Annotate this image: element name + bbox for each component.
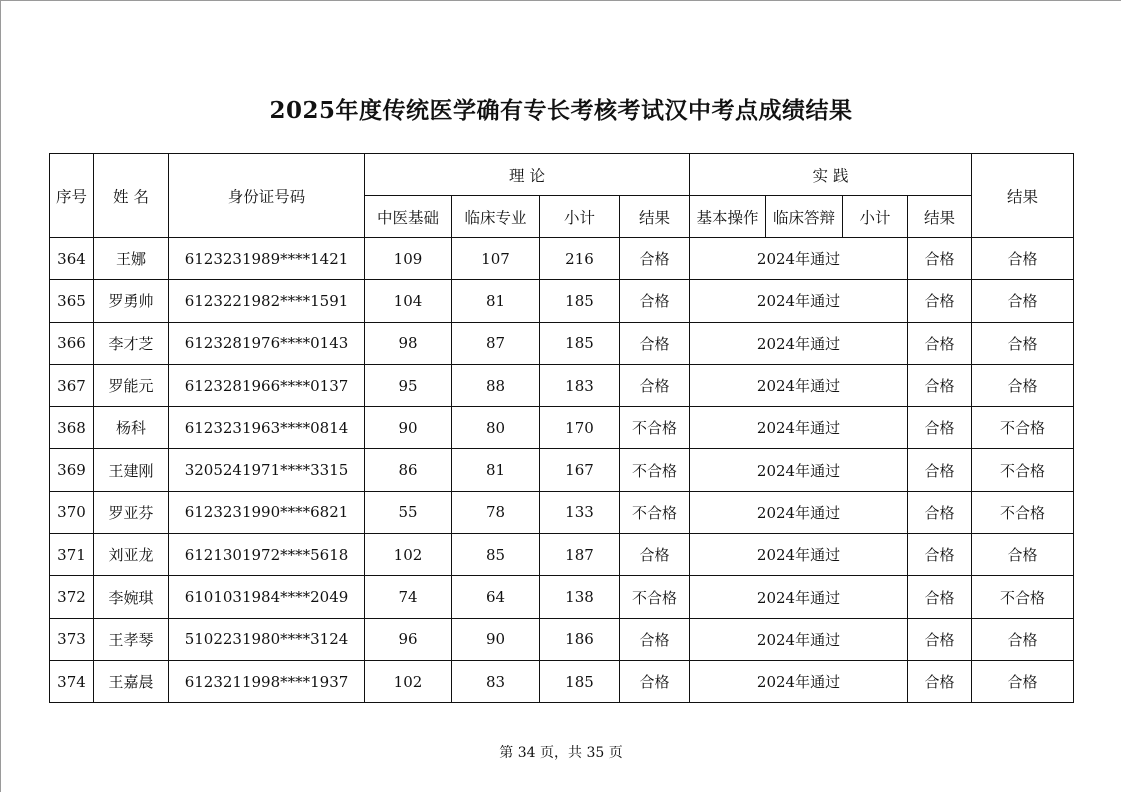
cell-name: 王孝琴 [94,618,169,660]
cell-tcm-basic-score: 102 [365,534,452,576]
cell-practice-note: 2024年通过 [690,407,908,449]
cell-practice-note: 2024年通过 [690,534,908,576]
cell-theory-subtotal: 170 [540,407,620,449]
page-title: 2025年度传统医学确有专长考核考试汉中考点成绩结果 [269,97,853,124]
cell-tcm-basic-score: 98 [365,322,452,364]
cell-clinical-score: 90 [452,618,540,660]
header-practice-subtotal: 小计 [843,196,908,238]
cell-clinical-score: 80 [452,407,540,449]
results-table [49,153,1074,703]
cell-practice-result: 合格 [908,238,972,280]
page-footer: 第 34 页，共 35 页 [499,745,623,761]
cell-final-result: 不合格 [972,407,1074,449]
cell-theory-subtotal: 138 [540,576,620,618]
header-theory-result: 结果 [620,196,690,238]
cell-name: 王娜 [94,238,169,280]
cell-id-number: 6123281966****0137 [169,364,365,406]
cell-id-number: 6123231989****1421 [169,238,365,280]
cell-id-number: 6123281976****0143 [169,322,365,364]
header-theory-subtotal: 小计 [540,196,620,238]
cell-practice-result: 合格 [908,280,972,322]
cell-theory-subtotal: 183 [540,364,620,406]
cell-practice-note: 2024年通过 [690,618,908,660]
cell-clinical-score: 85 [452,534,540,576]
cell-clinical-score: 83 [452,660,540,702]
cell-tcm-basic-score: 74 [365,576,452,618]
header-name: 姓 名 [94,154,169,238]
cell-theory-subtotal: 133 [540,491,620,533]
header-practice-operation: 基本操作 [690,196,766,238]
cell-final-result: 合格 [972,660,1074,702]
cell-theory-result: 不合格 [620,407,690,449]
cell-theory-subtotal: 185 [540,660,620,702]
cell-final-result: 合格 [972,280,1074,322]
cell-final-result: 不合格 [972,576,1074,618]
cell-practice-note: 2024年通过 [690,576,908,618]
cell-id-number: 6123211998****1937 [169,660,365,702]
header-practice-defense: 临床答辩 [766,196,843,238]
cell-clinical-score: 78 [452,491,540,533]
cell-clinical-score: 88 [452,364,540,406]
cell-tcm-basic-score: 104 [365,280,452,322]
cell-theory-subtotal: 167 [540,449,620,491]
cell-seq: 369 [50,449,94,491]
cell-practice-result: 合格 [908,660,972,702]
cell-id-number: 6101031984****2049 [169,576,365,618]
cell-seq: 370 [50,491,94,533]
cell-tcm-basic-score: 109 [365,238,452,280]
cell-final-result: 不合格 [972,449,1074,491]
cell-final-result: 合格 [972,364,1074,406]
cell-name: 李才芝 [94,322,169,364]
cell-practice-note: 2024年通过 [690,449,908,491]
cell-theory-subtotal: 187 [540,534,620,576]
table-row [50,280,1074,322]
cell-name: 罗亚芬 [94,491,169,533]
table-row [50,576,1074,618]
table-row [50,618,1074,660]
cell-id-number: 3205241971****3315 [169,449,365,491]
cell-name: 李婉琪 [94,576,169,618]
cell-theory-subtotal: 185 [540,322,620,364]
cell-practice-result: 合格 [908,364,972,406]
table-row [50,534,1074,576]
cell-name: 王建刚 [94,449,169,491]
cell-tcm-basic-score: 102 [365,660,452,702]
cell-tcm-basic-score: 55 [365,491,452,533]
cell-theory-subtotal: 216 [540,238,620,280]
cell-seq: 374 [50,660,94,702]
header-seq: 序号 [50,154,94,238]
table-row [50,660,1074,702]
table-row [50,364,1074,406]
cell-id-number: 6123221982****1591 [169,280,365,322]
cell-theory-result: 合格 [620,534,690,576]
cell-practice-note: 2024年通过 [690,364,908,406]
cell-final-result: 合格 [972,618,1074,660]
cell-name: 罗能元 [94,364,169,406]
cell-practice-note: 2024年通过 [690,491,908,533]
header-practice: 实 践 [690,154,972,196]
cell-seq: 367 [50,364,94,406]
cell-seq: 368 [50,407,94,449]
cell-name: 罗勇帅 [94,280,169,322]
cell-tcm-basic-score: 86 [365,449,452,491]
cell-final-result: 合格 [972,534,1074,576]
cell-theory-subtotal: 185 [540,280,620,322]
header-practice-result: 结果 [908,196,972,238]
cell-practice-result: 合格 [908,449,972,491]
cell-id-number: 5102231980****3124 [169,618,365,660]
header-final: 结果 [972,154,1074,238]
cell-theory-subtotal: 186 [540,618,620,660]
cell-id-number: 6121301972****5618 [169,534,365,576]
cell-theory-result: 合格 [620,280,690,322]
cell-theory-result: 合格 [620,618,690,660]
cell-final-result: 合格 [972,322,1074,364]
cell-practice-note: 2024年通过 [690,238,908,280]
cell-final-result: 不合格 [972,491,1074,533]
cell-practice-result: 合格 [908,618,972,660]
cell-clinical-score: 64 [452,576,540,618]
cell-name: 王嘉晨 [94,660,169,702]
cell-practice-note: 2024年通过 [690,322,908,364]
cell-seq: 364 [50,238,94,280]
table-row [50,491,1074,533]
cell-final-result: 合格 [972,238,1074,280]
cell-tcm-basic-score: 90 [365,407,452,449]
cell-practice-result: 合格 [908,322,972,364]
header-theory-clinical: 临床专业 [452,196,540,238]
cell-practice-result: 合格 [908,491,972,533]
cell-practice-result: 合格 [908,576,972,618]
cell-seq: 371 [50,534,94,576]
cell-seq: 373 [50,618,94,660]
table-body [50,238,1074,703]
cell-name: 刘亚龙 [94,534,169,576]
table-row [50,238,1074,280]
cell-seq: 372 [50,576,94,618]
cell-id-number: 6123231990****6821 [169,491,365,533]
cell-name: 杨科 [94,407,169,449]
cell-practice-note: 2024年通过 [690,660,908,702]
table-row [50,322,1074,364]
cell-theory-result: 合格 [620,660,690,702]
cell-theory-result: 不合格 [620,449,690,491]
cell-clinical-score: 87 [452,322,540,364]
header-row-1 [50,154,1074,196]
header-theory: 理 论 [365,154,690,196]
cell-clinical-score: 81 [452,449,540,491]
cell-theory-result: 不合格 [620,576,690,618]
cell-tcm-basic-score: 96 [365,618,452,660]
table-row [50,449,1074,491]
header-theory-basic: 中医基础 [365,196,452,238]
cell-clinical-score: 107 [452,238,540,280]
cell-seq: 366 [50,322,94,364]
cell-practice-result: 合格 [908,407,972,449]
cell-theory-result: 不合格 [620,491,690,533]
cell-id-number: 6123231963****0814 [169,407,365,449]
table-row [50,407,1074,449]
cell-theory-result: 合格 [620,322,690,364]
cell-practice-result: 合格 [908,534,972,576]
cell-seq: 365 [50,280,94,322]
cell-theory-result: 合格 [620,364,690,406]
header-id: 身份证号码 [169,154,365,238]
cell-theory-result: 合格 [620,238,690,280]
cell-tcm-basic-score: 95 [365,364,452,406]
cell-clinical-score: 81 [452,280,540,322]
cell-practice-note: 2024年通过 [690,280,908,322]
